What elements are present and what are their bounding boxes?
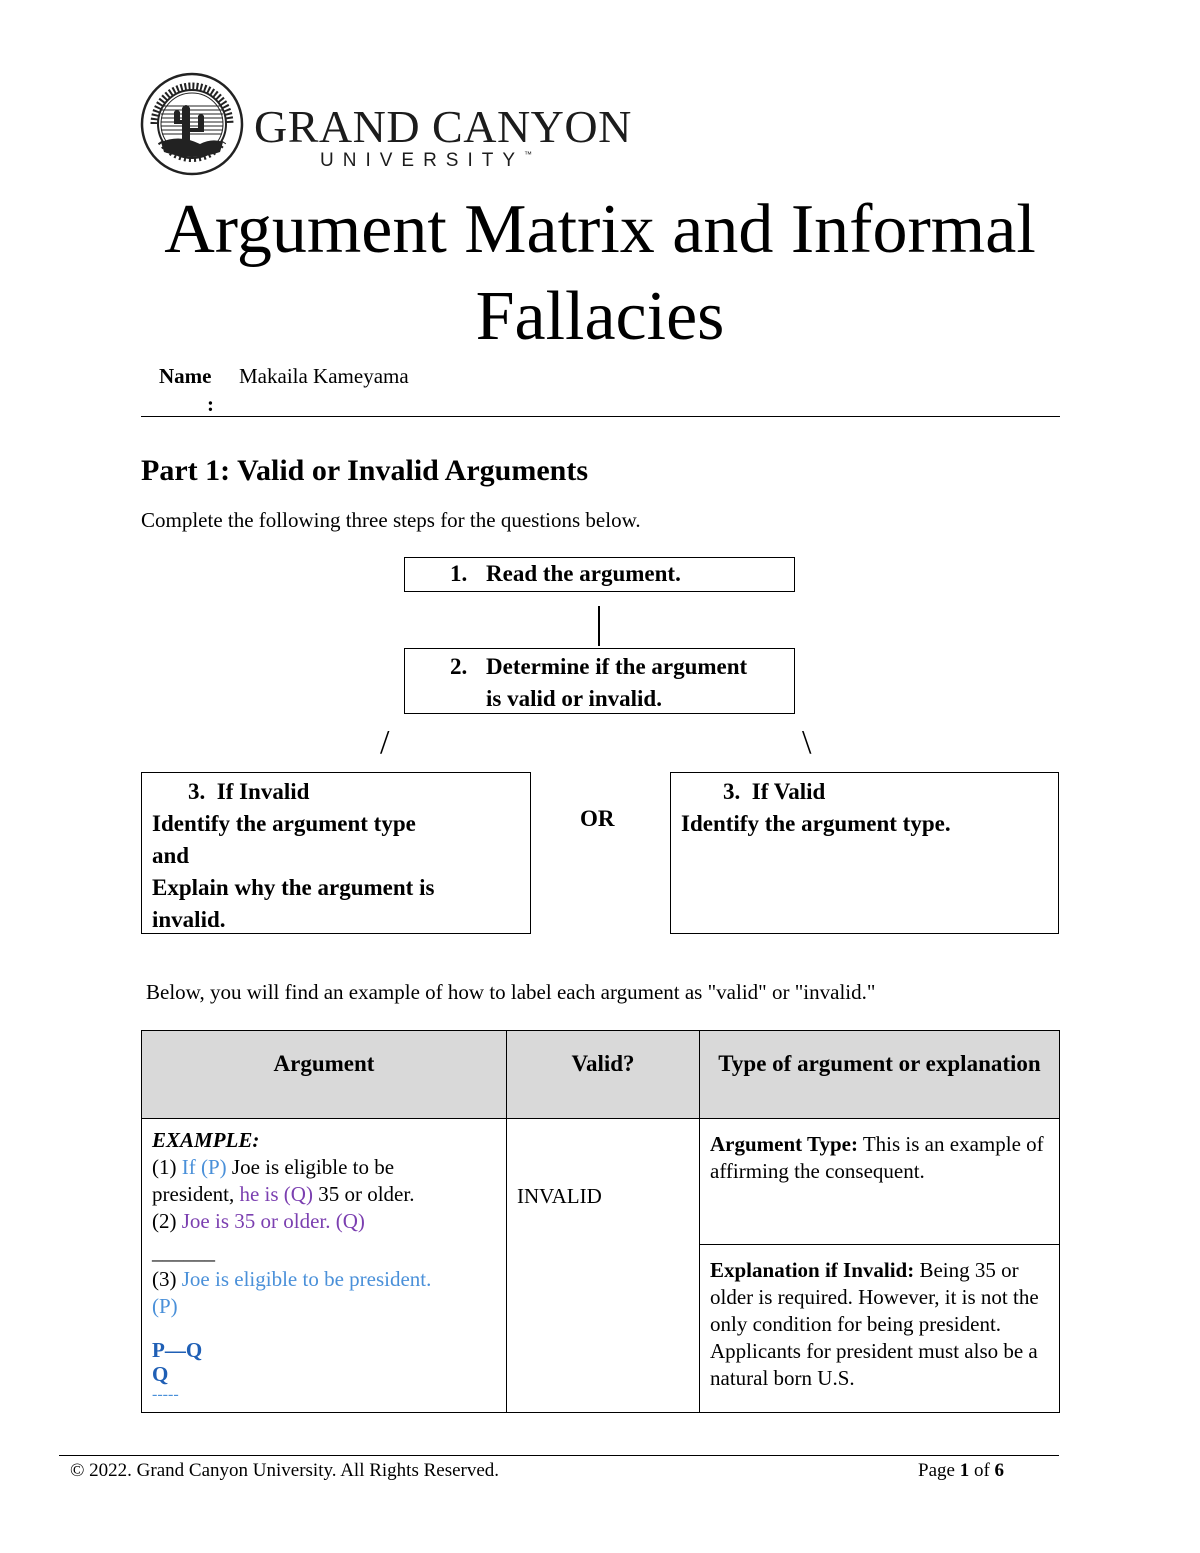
footer-copyright: © 2022. Grand Canyon University. All Rights Reserved. (70, 1460, 500, 1481)
flowchart-valid-box: 3. If Valid Identify the argument type. (670, 772, 1059, 934)
flowchart-invalid-box: 3. If Invalid Identify the argument type and Explain why the argument is invalid. (141, 772, 531, 934)
name-colon: : (207, 392, 214, 416)
example-explanation-cell: Explanation if Invalid: Being 35 or older is required. However, it is not the only condition for being president. Applicants for president must also be a natural born U.S. (700, 1245, 1060, 1413)
flowchart-step1-box: 1. Read the argument. (404, 557, 795, 592)
argument-matrix-table (141, 1030, 1060, 1413)
flowchart-branch-left: / (380, 724, 390, 761)
name-divider (141, 416, 1060, 417)
name-value: Makaila Kameyama (239, 364, 409, 388)
document-title-line2: Fallacies (475, 278, 725, 355)
example-type-cell: Argument Type: This is an example of affirming the consequent. (700, 1119, 1060, 1245)
example-intro-text: Below, you will find an example of how to label each argument as "valid" or "invalid." (146, 980, 876, 1004)
name-label: Name (159, 364, 212, 388)
header-type: Type of argument or explanation (700, 1031, 1060, 1119)
table-header-row (142, 1031, 1060, 1119)
part1-heading: Part 1: Valid or Invalid Arguments (141, 454, 588, 487)
example-valid-cell: INVALID (507, 1119, 700, 1413)
part1-instructions: Complete the following three steps for the questions below. (141, 508, 641, 532)
flowchart-or-label: OR (580, 806, 615, 831)
header-valid: Valid? (507, 1031, 700, 1119)
example-argument-cell: EXAMPLE: (1) If (P) Joe is eligible to be president, he is (Q) 35 or older. (2) Joe is 35 or older. (Q) ______ (3) Joe is eligible to be president. (P) P—Q Q ----- (142, 1119, 507, 1413)
table-row (142, 1119, 1060, 1245)
footer-divider (59, 1455, 1059, 1456)
university-wordmark-sub: UNIVERSITY™ (320, 150, 533, 171)
header-argument: Argument (142, 1031, 507, 1119)
flowchart-branch-right: \ (802, 724, 812, 761)
university-wordmark: GRAND CANYON (254, 101, 632, 152)
university-seal-logo (140, 72, 244, 176)
footer-page-number: Page 1 of 6 (918, 1460, 1005, 1481)
flowchart-step2-box: 2. Determine if the argument is valid or invalid. (404, 648, 795, 714)
document-title: Argument Matrix and Informal (164, 191, 1036, 268)
flowchart-connector-line (598, 606, 600, 646)
